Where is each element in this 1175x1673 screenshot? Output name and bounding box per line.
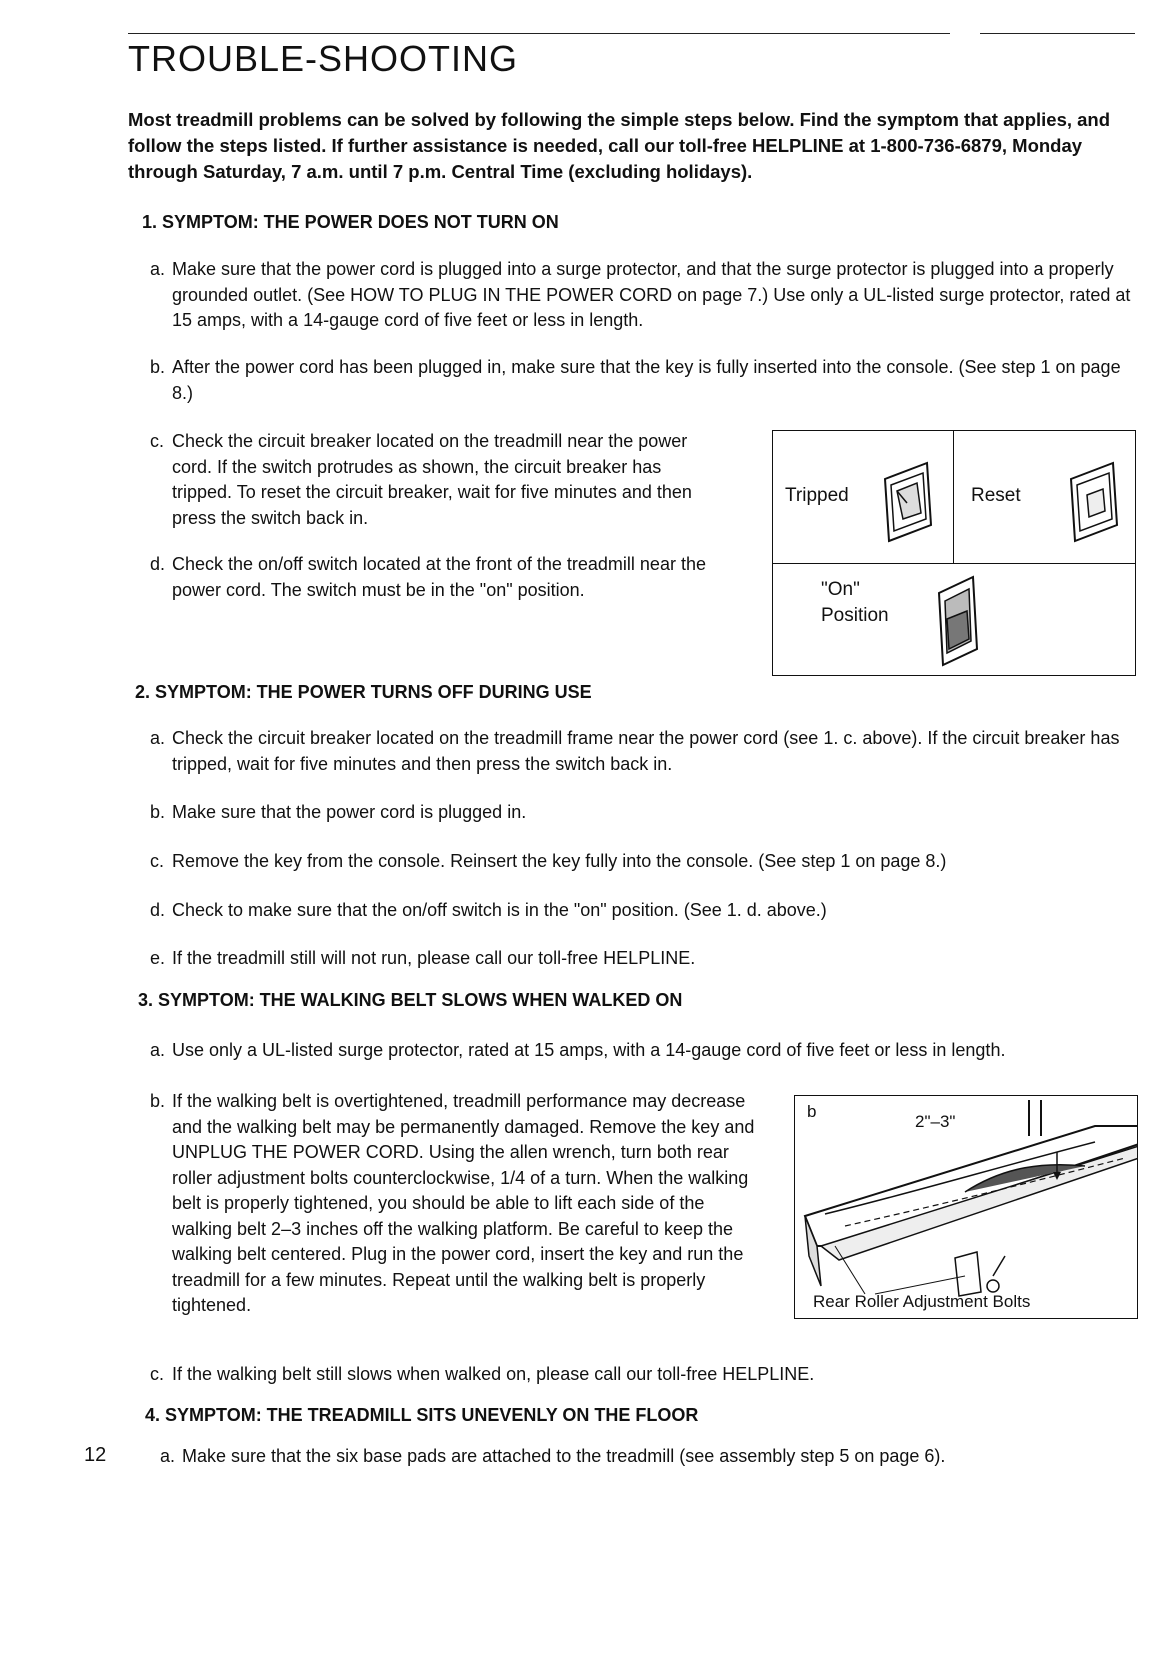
symptom-1-step-a: a. Make sure that the power cord is plugged into a surge protector, and that the surge protector is plugged into a properly grounded outlet. (See HOW TO PLUG IN THE POWER CORD on page 7.) Use only a UL-listed surge protector, rated at 15 amps, with a 14-gauge cord of five feet or less in length. bbox=[150, 259, 1131, 330]
symptom-1-step-d: d. Check the on/off switch located at the front of the treadmill near the power cord. The switch must be in the "on" position. bbox=[150, 554, 706, 600]
on-off-switch-icon bbox=[933, 571, 983, 671]
top-rule-right bbox=[980, 33, 1135, 34]
symptom-3-step-a: a. Use only a UL-listed surge protector, rated at 15 amps, with a 14-gauge cord of five feet or less in length. bbox=[150, 1040, 1006, 1060]
symptom-2-step-c: c. Remove the key from the console. Reinsert the key fully into the console. (See step 1 on page 8.) bbox=[150, 851, 947, 871]
rear-roller-caption: Rear Roller Adjustment Bolts bbox=[813, 1292, 1031, 1311]
tripped-switch-icon bbox=[877, 455, 941, 551]
symptom-2-step-d: d. Check to make sure that the on/off switch is in the "on" position. (See 1. d. above.) bbox=[150, 900, 827, 920]
symptom-4-heading: 4. SYMPTOM: THE TREADMILL SITS UNEVENLY ON THE FLOOR bbox=[145, 1405, 699, 1425]
walking-belt-figure bbox=[794, 1095, 1138, 1319]
page-number: 12 bbox=[84, 1444, 107, 1466]
symptom-3-heading: 3. SYMPTOM: THE WALKING BELT SLOWS WHEN WALKED ON bbox=[138, 990, 683, 1010]
top-rule bbox=[128, 33, 950, 34]
tripped-label: Tripped bbox=[785, 485, 849, 506]
page-title: TROUBLE-SHOOTING bbox=[128, 38, 519, 79]
on-label: "On" bbox=[821, 579, 860, 600]
symptom-4-step-a: a. Make sure that the six base pads are attached to the treadmill (see assembly step 5 on page 6). bbox=[160, 1446, 946, 1466]
symptom-2-heading: 2. SYMPTOM: THE POWER TURNS OFF DURING USE bbox=[135, 682, 592, 702]
figure-letter: b bbox=[807, 1102, 817, 1121]
symptom-3-step-c: c. If the walking belt still slows when walked on, please call our toll-free HELPLINE. bbox=[150, 1364, 815, 1384]
switch-figure bbox=[772, 430, 1136, 676]
treadmill-belt-drawing bbox=[795, 1096, 1138, 1319]
reset-switch-icon bbox=[1063, 455, 1127, 551]
belt-measure-label: 2"–3" bbox=[915, 1112, 956, 1131]
figure-divider bbox=[773, 563, 1135, 564]
symptom-2-step-e: e. If the treadmill still will not run, please call our toll-free HELPLINE. bbox=[150, 948, 696, 968]
symptom-1-step-b: b. After the power cord has been plugged in, make sure that the key is fully inserted into the console. (See step 1 on page 8.) bbox=[150, 357, 1121, 403]
reset-label: Reset bbox=[971, 485, 1021, 506]
figure-divider bbox=[953, 431, 954, 563]
symptom-1-heading: 1. SYMPTOM: THE POWER DOES NOT TURN ON bbox=[142, 212, 559, 232]
symptom-2-step-a: a. Check the circuit breaker located on the treadmill frame near the power cord (see 1. c. above). If the circuit breaker has tripped, wait for five minutes and then press the switch back in. bbox=[150, 728, 1120, 774]
symptom-1-step-c: c. Check the circuit breaker located on the treadmill near the power cord. If the switch protrudes as shown, the circuit breaker has tripped. To reset the circuit breaker, wait for five minutes and then press the switch back in. bbox=[150, 431, 692, 528]
intro-paragraph: Most treadmill problems can be solved by following the simple steps below. Find the symptom that applies, and follow the steps listed. If further assistance is needed, call our toll-free HELPLINE at 1-800-736-6879, Monday through Saturday, 7 a.m. until 7 p.m. Central Time (excluding holidays). bbox=[128, 109, 1111, 182]
symptom-3-step-b: b. If the walking belt is overtightened, treadmill performance may decrease and the walking belt may be permanently damaged. Remove the key and UNPLUG THE POWER CORD. Using the allen wrench, turn both rear roller adjustment bolts counterclockwise, 1/4 of a turn. When the walking belt is properly tightened, you should be able to lift each side of the walking belt 2–3 inches off the walking platform. Be careful to keep the walking belt centered. Plug in the power cord, insert the key and run the treadmill for a few minutes. Repeat until the walking belt is properly tightened. bbox=[150, 1091, 755, 1315]
position-label: Position bbox=[821, 605, 889, 626]
symptom-2-step-b: b. Make sure that the power cord is plugged in. bbox=[150, 802, 527, 822]
